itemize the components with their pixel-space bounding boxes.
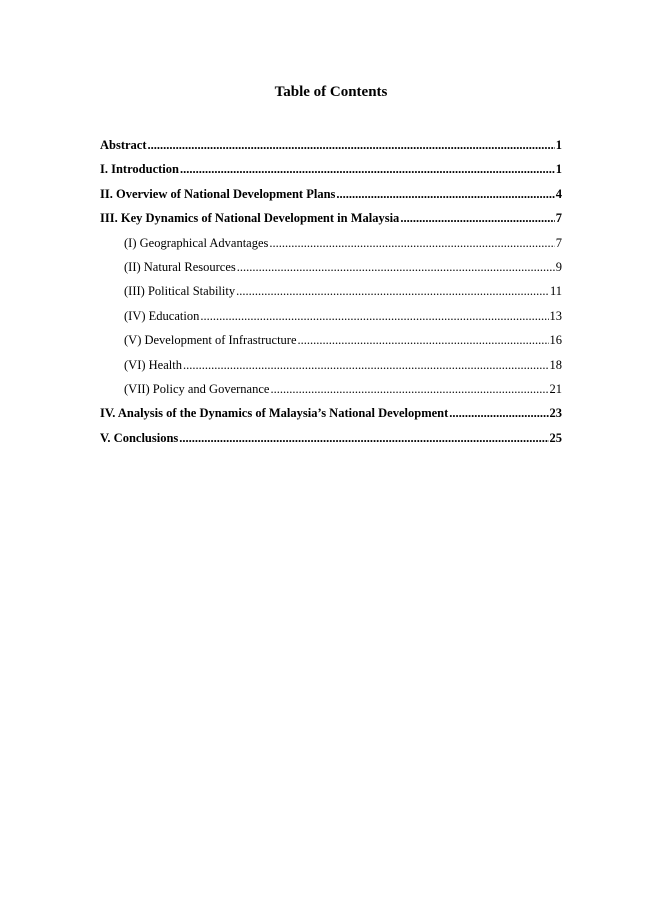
- toc-entry-health[interactable]: [100, 356, 562, 380]
- toc-dot-leader: [400, 209, 554, 227]
- toc-page-number: 7: [555, 211, 562, 226]
- toc-dot-leader: [200, 307, 548, 325]
- toc-entry-overview[interactable]: [100, 185, 562, 209]
- toc-list: [100, 136, 562, 453]
- toc-entry-label: V. Conclusions: [100, 430, 179, 445]
- toc-dot-leader: [269, 234, 554, 252]
- toc-dot-leader: [237, 258, 555, 276]
- toc-page-number: 16: [549, 333, 562, 348]
- toc-entry-introduction[interactable]: [100, 160, 562, 184]
- toc-page-number: 23: [549, 406, 562, 421]
- toc-dot-leader: [179, 429, 548, 447]
- toc-page-number: 7: [555, 235, 562, 250]
- toc-entry-label: II. Overview of National Development Plans: [100, 186, 336, 201]
- page-title: Table of Contents: [274, 84, 388, 100]
- toc-page-number: 1: [555, 162, 562, 177]
- toc-dot-leader: [236, 282, 549, 300]
- toc-dot-leader: [183, 356, 549, 374]
- toc-entry-infrastructure[interactable]: [100, 331, 562, 355]
- toc-page-number: 9: [555, 259, 562, 274]
- toc-dot-leader: [336, 185, 554, 203]
- toc-entry-label: (I) Geographical Advantages: [124, 235, 269, 250]
- toc-page-number: 4: [555, 186, 562, 201]
- toc-entry-analysis[interactable]: [100, 404, 562, 428]
- toc-dot-leader: [298, 331, 549, 349]
- toc-entry-label: I. Introduction: [100, 162, 179, 177]
- toc-entry-label: (V) Development of Infrastructure: [124, 333, 297, 348]
- toc-page-number: 18: [549, 357, 562, 372]
- toc-entry-label: (VI) Health: [124, 357, 182, 372]
- toc-entry-label: IV. Analysis of the Dynamics of Malaysia’s National Development: [100, 406, 449, 421]
- toc-entry-label: Abstract: [100, 138, 147, 152]
- toc-entry-label: (II) Natural Resources: [124, 259, 236, 274]
- toc-entry-education[interactable]: [100, 307, 562, 331]
- toc-entry-geographical-advantages[interactable]: [100, 234, 562, 258]
- toc-page-number: 13: [549, 308, 562, 323]
- toc-dot-leader: [180, 160, 555, 178]
- toc-page-number: 25: [549, 430, 562, 445]
- toc-dot-leader: [449, 404, 548, 422]
- toc-entry-natural-resources[interactable]: [100, 258, 562, 282]
- toc-entry-label: (VII) Policy and Governance: [124, 381, 270, 396]
- toc-entry-abstract[interactable]: [100, 136, 562, 160]
- toc-entry-policy-governance[interactable]: [100, 380, 562, 404]
- toc-entry-conclusions[interactable]: [100, 429, 562, 453]
- toc-entry-label: (IV) Education: [124, 308, 200, 323]
- toc-entry-political-stability[interactable]: [100, 282, 562, 306]
- toc-dot-leader: [148, 136, 555, 154]
- toc-dot-leader: [270, 380, 548, 398]
- toc-entry-label: III. Key Dynamics of National Development in Malaysia: [100, 211, 400, 226]
- toc-page-number: 1: [555, 138, 562, 152]
- toc-entry-label: (III) Political Stability: [124, 284, 236, 299]
- toc-entry-key-dynamics[interactable]: [100, 209, 562, 233]
- toc-page-number: 21: [549, 381, 562, 396]
- toc-page-number: 11: [549, 284, 562, 299]
